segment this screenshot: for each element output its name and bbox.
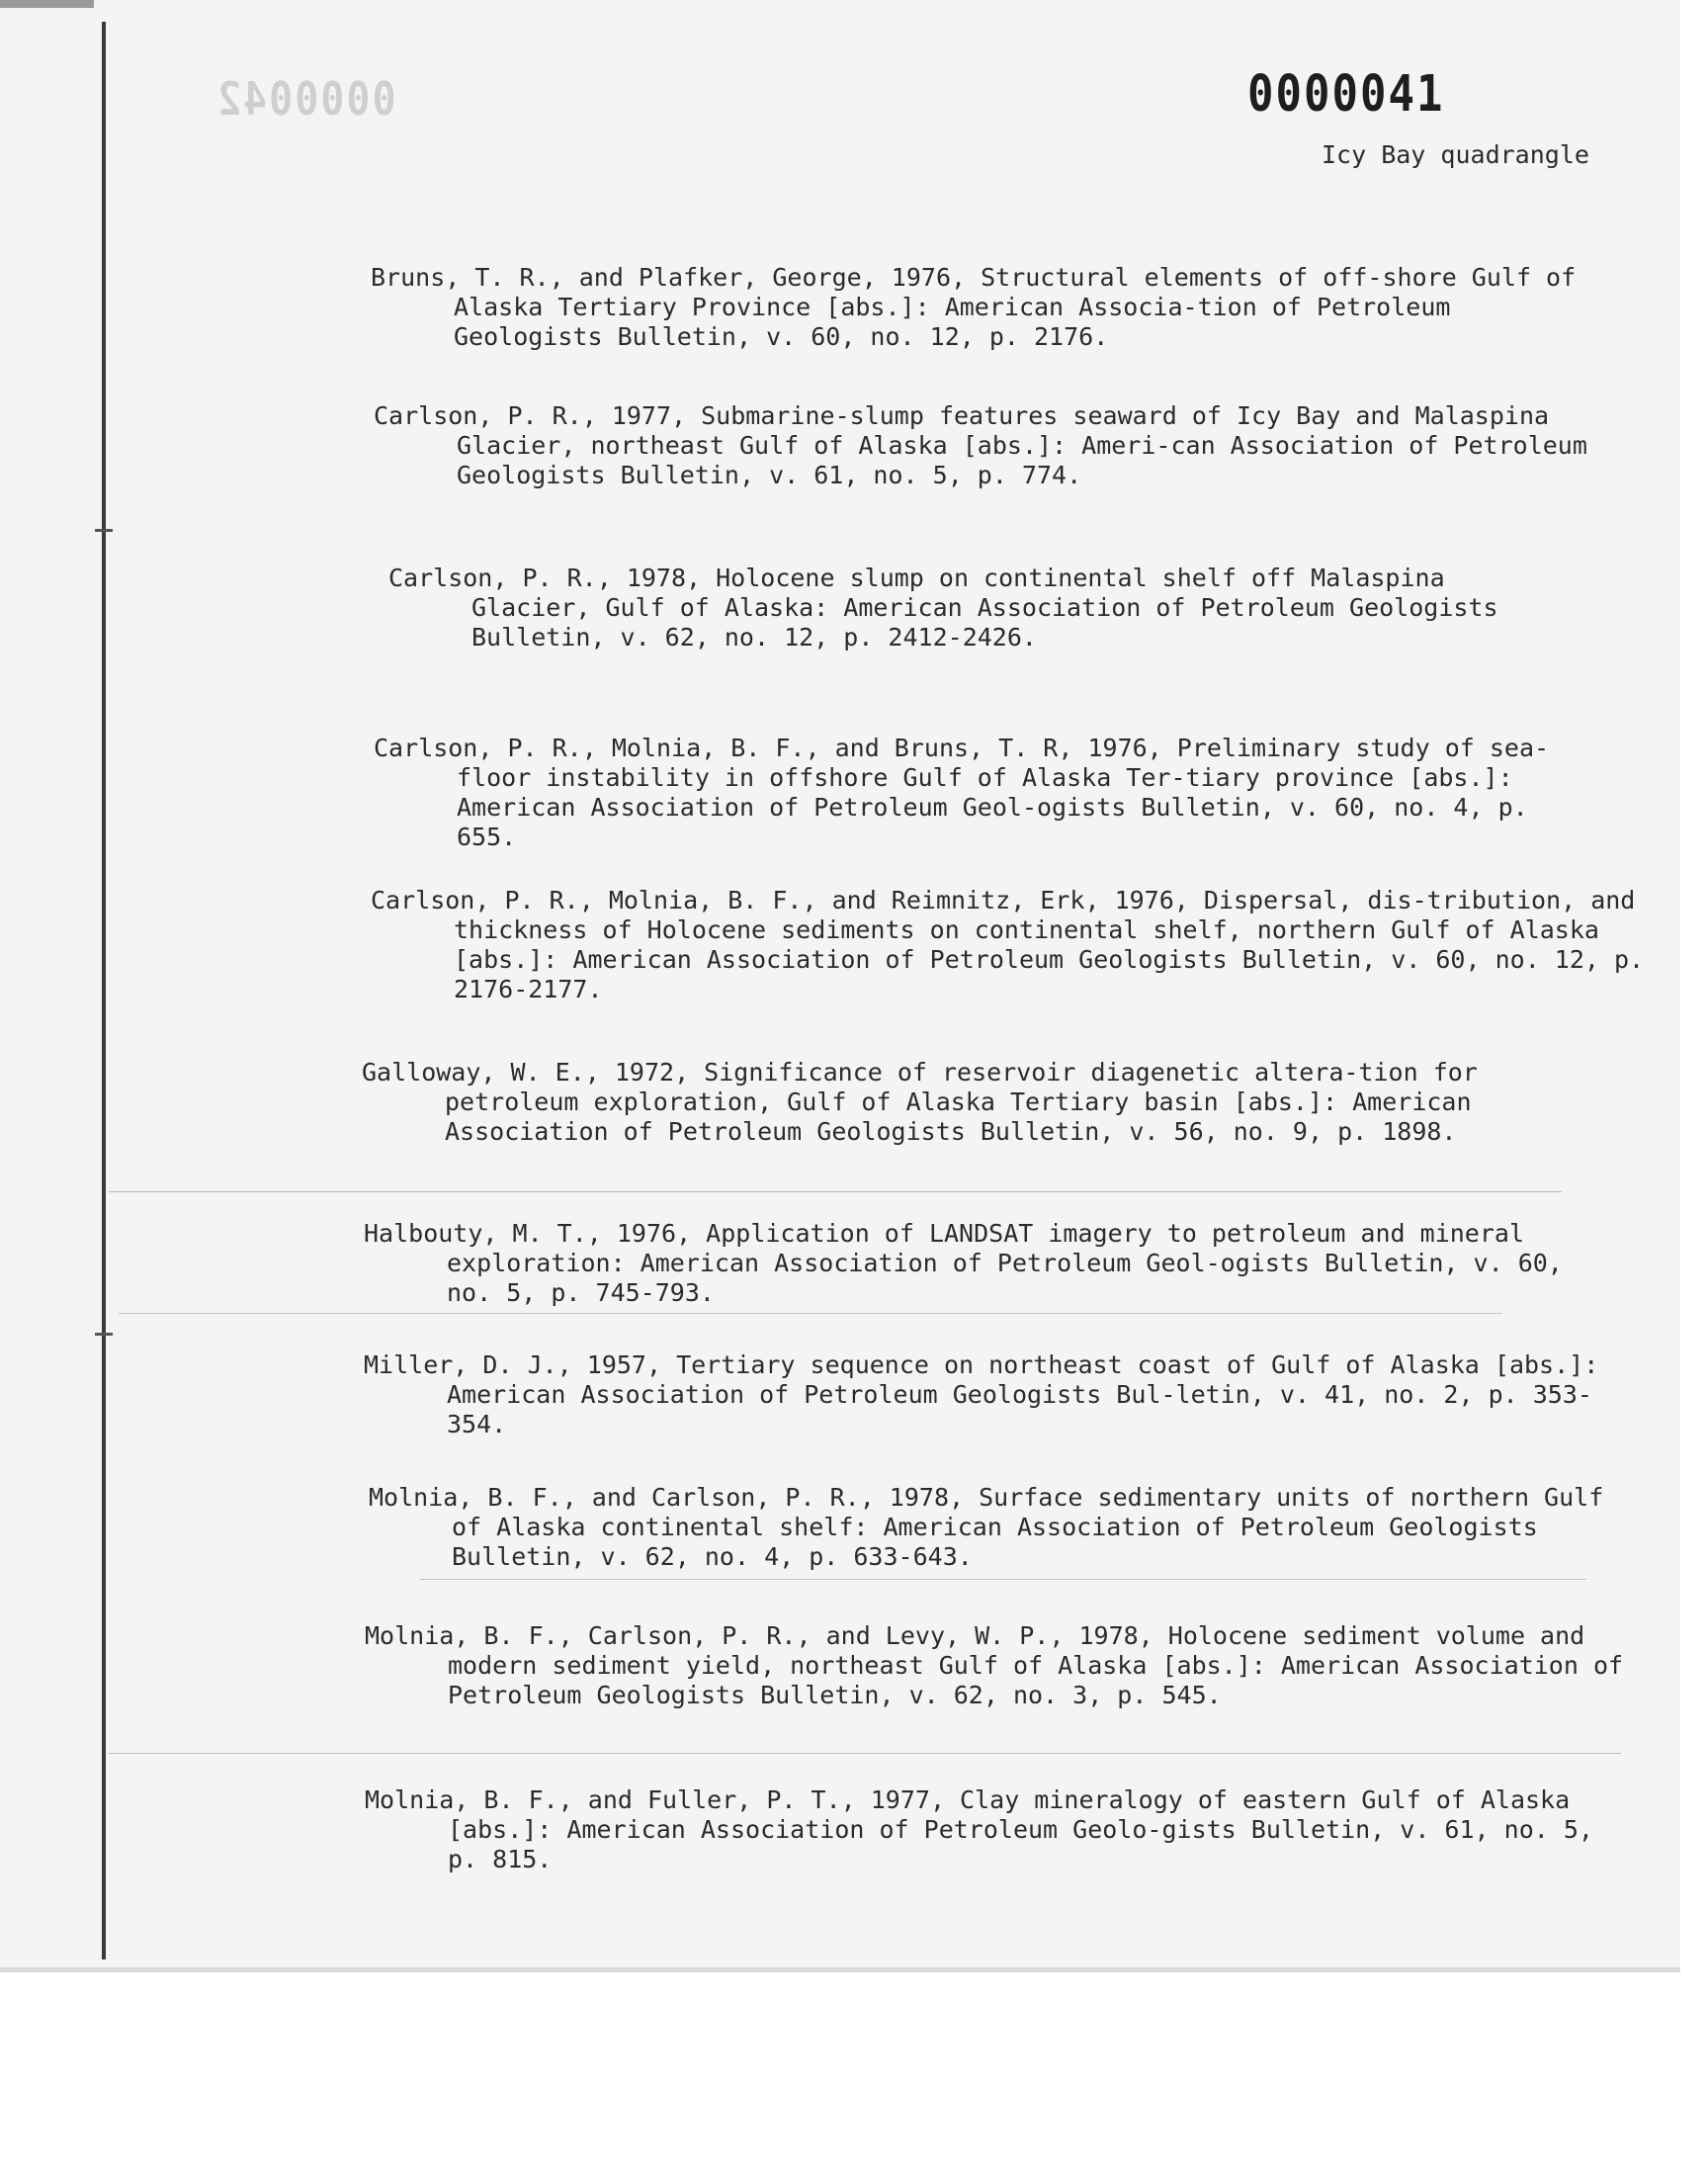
scan-artifact-line <box>109 1191 1562 1192</box>
document-number-stamp: 0000041 <box>1247 65 1445 124</box>
reference-entry: Carlson, P. R., 1977, Submarine-slump features seaward of Icy Bay and Malaspina Glacier, northeast Gulf of Alaska [abs.]: Ameri-can Association of Petroleum Geologists Bulletin, v. 61, no. 5, p. 774. <box>374 401 1587 489</box>
scan-artifact-line <box>119 1313 1502 1314</box>
margin-tick <box>95 1333 113 1336</box>
reference-entry: Carlson, P. R., Molnia, B. F., and Reimnitz, Erk, 1976, Dispersal, dis-tribution, and thickness of Holocene sediments on continental shelf, northern Gulf of Alaska [abs.]: American Association of Petroleum Geologists Bulletin, v. 60, no. 12, p. 2176-2177. <box>371 886 1645 1003</box>
scan-artifact-line <box>420 1579 1586 1580</box>
reference-entry: Galloway, W. E., 1972, Significance of reservoir diagenetic altera-tion for petroleum exploration, Gulf of Alaska Tertiary basin [abs.]: American Association of Petroleum Geologists Bulletin, v. 56, no. 9, p. 1898. <box>362 1058 1478 1146</box>
reference-entry: Halbouty, M. T., 1976, Application of LANDSAT imagery to petroleum and mineral exploration: American Association of Petroleum Geol-ogists Bulletin, v. 60, no. 5, p. 745-793. <box>364 1219 1563 1307</box>
binding-margin-line <box>102 22 106 1959</box>
reference-entry: Carlson, P. R., Molnia, B. F., and Bruns, T. R, 1976, Preliminary study of sea-floor instability in offshore Gulf of Alaska Ter-tiary province [abs.]: American Association of Petroleum Geol-ogists Bulletin, v. 60, no. 4, p. 655. <box>374 734 1550 851</box>
scan-edge <box>0 0 94 8</box>
reference-entry: Molnia, B. F., Carlson, P. R., and Levy, W. P., 1978, Holocene sediment volume and modern sediment yield, northeast Gulf of Alaska [abs.]: American Association of Petroleum Geologists Bulletin, v. 62, no. 3, p. 545. <box>365 1621 1624 1709</box>
reference-entry: Bruns, T. R., and Plafker, George, 1976, Structural elements of off-shore Gulf of Alaska Tertiary Province [abs.]: American Associa-tion of Petroleum Geologists Bulletin, v. 60, no. 12, p. 2176. <box>371 263 1577 351</box>
reference-entry: Molnia, B. F., and Carlson, P. R., 1978, Surface sedimentary units of northern Gulf of Alaska continental shelf: American Association of Petroleum Geologists Bulletin, v. 62, no. 4, p. 633-643. <box>369 1483 1604 1571</box>
reference-entry: Carlson, P. R., 1978, Holocene slump on continental shelf off Malaspina Glacier, Gulf of Alaska: American Association of Petroleum Geologists Bulletin, v. 62, no. 12, p. 2412-2426. <box>388 564 1498 652</box>
scan-edge <box>0 1967 1680 1972</box>
margin-tick <box>95 529 113 532</box>
scan-artifact-line <box>109 1753 1621 1754</box>
quadrangle-title: Icy Bay quadrangle <box>1322 140 1589 169</box>
reference-entry: Miller, D. J., 1957, Tertiary sequence on northeast coast of Gulf of Alaska [abs.]: American Association of Petroleum Geologists Bul-letin, v. 41, no. 2, p. 353-354. <box>364 1350 1599 1438</box>
bleed-through-stamp: 0000042 <box>215 73 396 127</box>
reference-entry: Molnia, B. F., and Fuller, P. T., 1977, Clay mineralogy of eastern Gulf of Alaska [abs.]: American Association of Petroleum Geolo-gists Bulletin, v. 61, no. 5, p. 815. <box>365 1785 1593 1873</box>
